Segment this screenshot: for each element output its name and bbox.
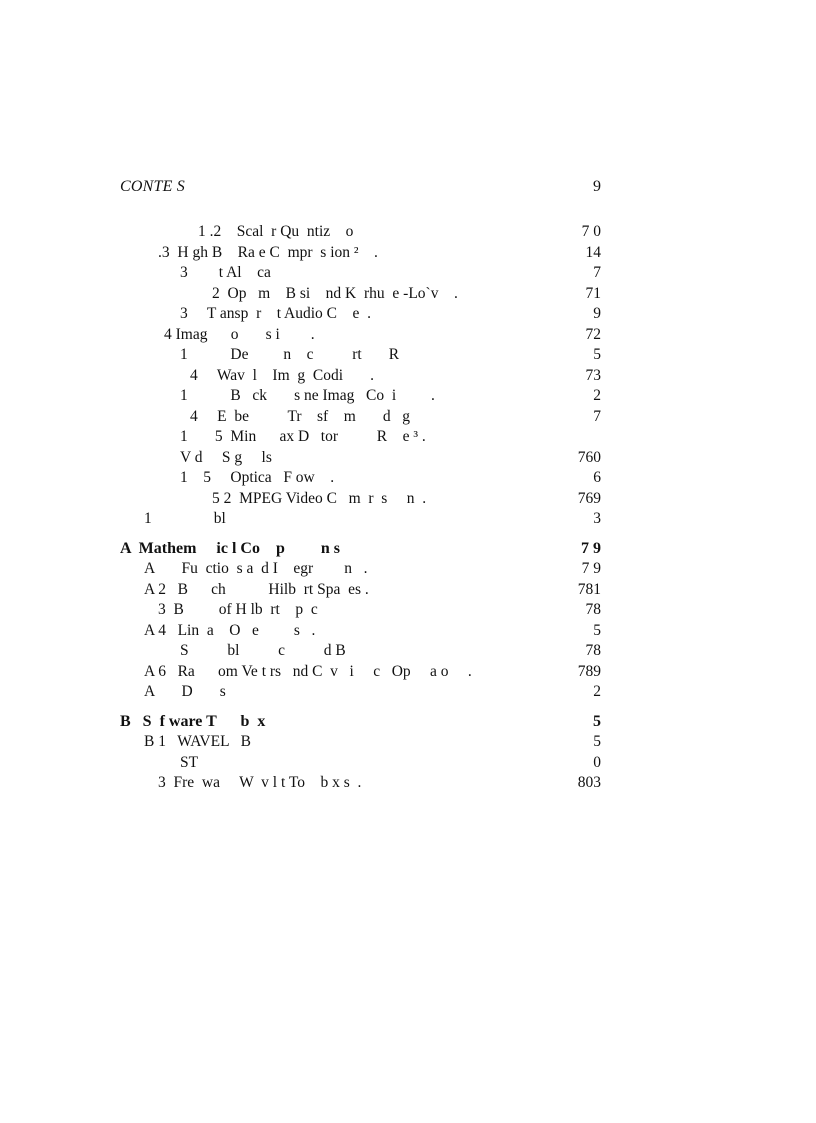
toc-section-entry[interactable] <box>120 682 601 703</box>
toc-entry-title: A 2 B ch Hilb rt Spa es . <box>144 580 369 598</box>
toc-entry-page-number: 803 <box>577 774 601 791</box>
toc-section-entry[interactable] <box>120 662 601 683</box>
toc-entry-page-number: 71 <box>585 284 601 302</box>
toc-entry-title: A Mathem ic l Co p n s <box>120 539 340 557</box>
toc-section-entry[interactable] <box>120 509 601 530</box>
toc-section-entry[interactable] <box>120 243 601 264</box>
toc-entry-page-number: 769 <box>577 489 601 507</box>
toc-entry-page-number: 5 <box>593 733 601 750</box>
toc-entry-title: 3 T ansp r t Audio C e . <box>180 305 372 322</box>
toc-entry-title: 3 Fre wa W v l t To b x s . <box>158 774 362 791</box>
toc-section-entry[interactable] <box>120 580 601 601</box>
toc-entry-title: 4 Imag o s i . <box>164 325 315 343</box>
toc-entry-title: 1 5 Min ax D tor R e ³ . <box>180 428 426 445</box>
toc-entry-title: 1 .2 Scal r Qu ntiz o <box>198 223 354 240</box>
toc-entry-page-number: 5 <box>593 712 601 730</box>
toc-entry-page-number: 7 9 <box>581 539 601 557</box>
toc-section-entry[interactable] <box>120 559 601 580</box>
toc-entry-title: 3 t Al ca <box>180 264 271 281</box>
toc-entry-title: ST <box>180 753 199 771</box>
toc-entry-page-number: 7 9 <box>581 560 601 577</box>
toc-section-entry[interactable] <box>120 263 601 284</box>
toc-section-entry[interactable] <box>120 732 601 753</box>
toc-entry-page-number: 7 <box>593 407 601 425</box>
toc-section-entry[interactable] <box>120 284 601 305</box>
toc-entry-title: B S f ware T b x <box>120 712 266 730</box>
toc-entry-title: A 4 Lin a O e s . <box>144 621 316 639</box>
running-head-title: CONTE S <box>120 178 185 195</box>
page-header <box>120 178 601 200</box>
toc-section-entry[interactable] <box>120 621 601 642</box>
toc-entry-title: 5 2 MPEG Video C m r s n . <box>212 489 427 507</box>
toc-section-entry[interactable] <box>120 325 601 346</box>
toc-section-entry[interactable] <box>120 427 601 448</box>
toc-entry-page-number: 14 <box>585 243 601 261</box>
toc-entry-title: A D s <box>144 683 226 700</box>
toc-entry-page-number: 78 <box>585 642 601 659</box>
toc-entry-title: V d S g ls <box>180 448 272 466</box>
toc-entry-page-number: 789 <box>577 662 601 680</box>
running-head-page-number: 9 <box>593 178 601 195</box>
toc-entry-page-number: 73 <box>585 366 601 384</box>
toc-chapter-entry[interactable] <box>120 712 601 733</box>
toc-entry-title: .3 H gh B Ra e C mpr s ion ² . <box>158 243 378 261</box>
toc-section-entry[interactable] <box>120 386 601 407</box>
toc-section-entry[interactable] <box>120 468 601 489</box>
toc-entry-page-number: 781 <box>577 580 601 598</box>
toc-entry-page-number: 72 <box>585 325 601 343</box>
toc-entry-page-number: 760 <box>577 448 601 466</box>
toc-entry-title: 4 E be Tr sf m d g <box>190 407 411 425</box>
toc-section-entry[interactable] <box>120 448 601 469</box>
toc-entry-title: 1 De n c rt R <box>180 346 400 363</box>
toc-entry-page-number: 7 0 <box>581 223 601 240</box>
toc-section-entry[interactable] <box>120 304 601 325</box>
toc-entry-page-number: 2 <box>593 387 601 404</box>
toc-section-entry[interactable] <box>120 489 601 510</box>
toc-entry-page-number: 78 <box>585 601 601 618</box>
toc-section-entry[interactable] <box>120 366 601 387</box>
toc-entry-page-number: 9 <box>593 305 601 322</box>
toc-entry-page-number: 3 <box>593 510 601 527</box>
toc-gap <box>120 703 601 712</box>
toc-section-entry[interactable] <box>120 641 601 662</box>
toc-entry-title: 2 Op m B si nd K rhu e -Lo`v . <box>212 284 458 302</box>
toc-entry-title: A Fu ctio s a d I egr n . <box>144 560 368 577</box>
toc-chapter-entry[interactable] <box>120 539 601 560</box>
table-of-contents <box>120 222 601 794</box>
toc-entry-title: 1 B ck s ne Imag Co i . <box>180 387 435 404</box>
toc-entry-page-number: 5 <box>593 346 601 363</box>
toc-entry-title: A 6 Ra om Ve t rs nd C v i c Op a o . <box>144 662 472 680</box>
toc-section-entry[interactable] <box>120 345 601 366</box>
toc-entry-title: B 1 WAVEL B <box>144 733 251 750</box>
toc-entry-page-number: 6 <box>593 469 601 486</box>
toc-section-entry[interactable] <box>120 773 601 794</box>
toc-entry-page-number: 2 <box>593 683 601 700</box>
toc-entry-title: 1 5 Optica F ow . <box>180 469 335 486</box>
toc-section-entry[interactable] <box>120 407 601 428</box>
toc-entry-title: 3 B of H lb rt p c <box>158 601 318 618</box>
toc-section-entry[interactable] <box>120 222 601 243</box>
toc-entry-page-number: 7 <box>593 264 601 281</box>
toc-gap <box>120 530 601 539</box>
toc-entry-title: 1 bl <box>144 510 226 527</box>
toc-entry-page-number: 0 <box>593 753 601 771</box>
toc-entry-page-number: 5 <box>593 621 601 639</box>
toc-entry-title: 4 Wav l Im g Codi . <box>190 366 375 384</box>
toc-section-entry[interactable] <box>120 600 601 621</box>
toc-entry-title: S bl c d B <box>180 642 346 659</box>
toc-section-entry[interactable] <box>120 753 601 774</box>
